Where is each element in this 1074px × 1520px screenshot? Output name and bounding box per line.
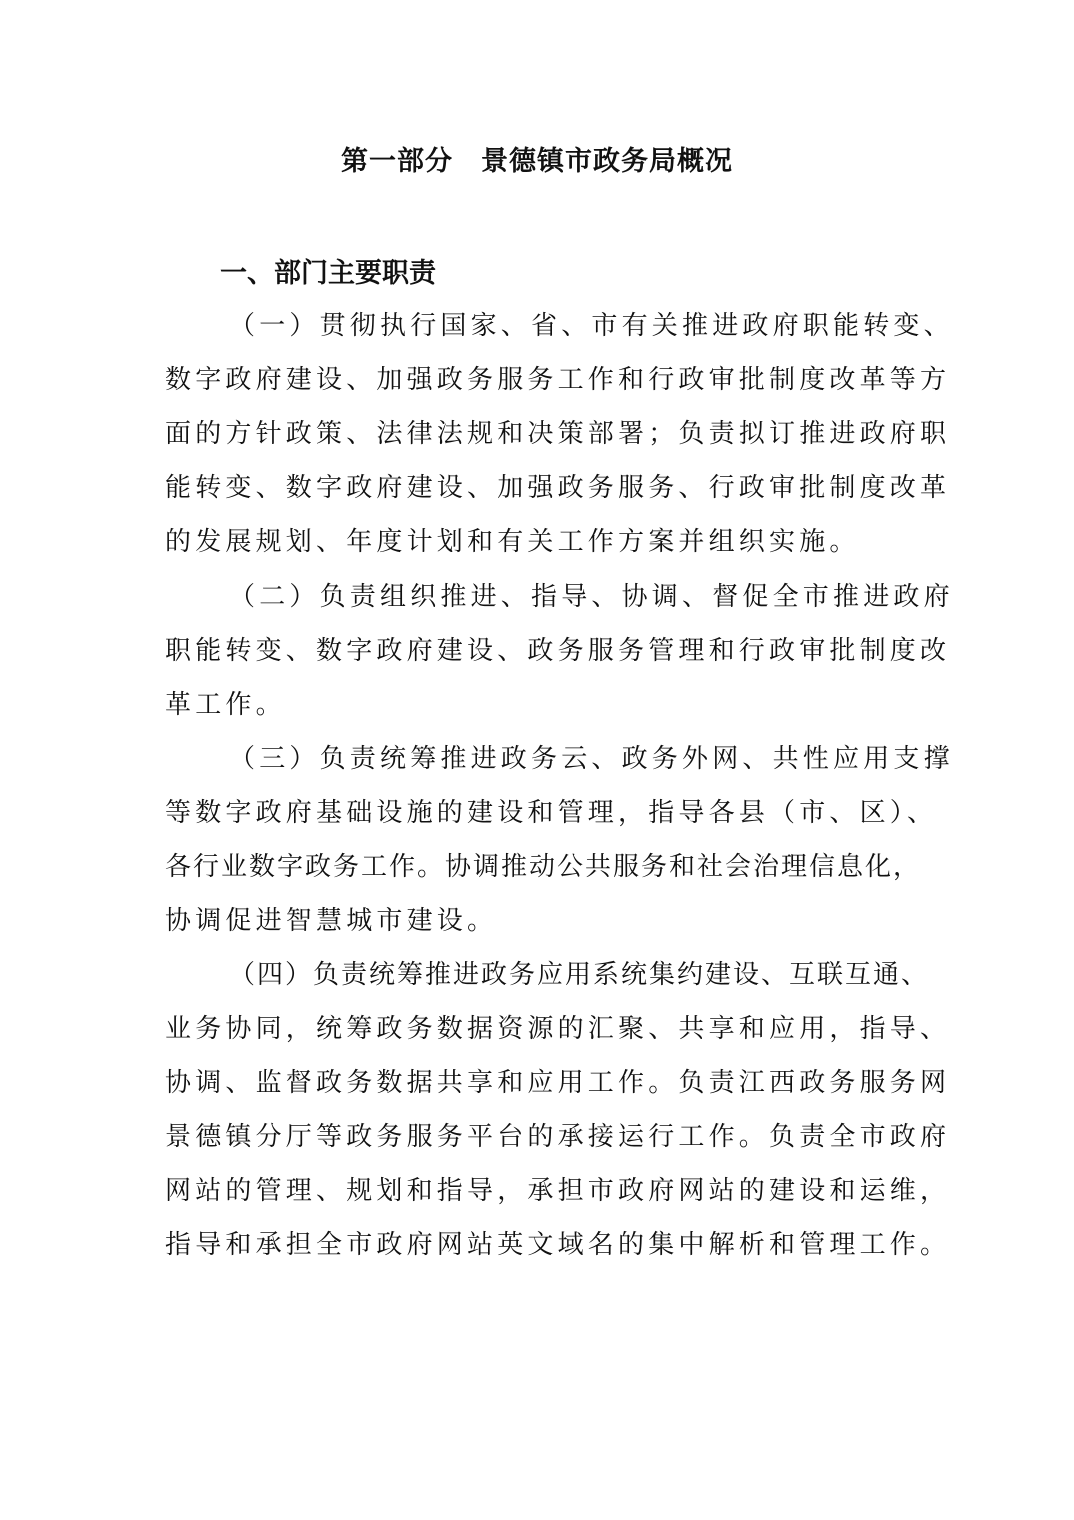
paragraph-line: 各行业数字政务工作。协调推动公共服务和社会治理信息化， — [165, 852, 922, 882]
paragraph-line: 的发展规划、年度计划和有关工作方案并组织实施。 — [165, 527, 860, 557]
paragraph-1 — [165, 299, 954, 569]
section-heading: 一、部门主要职责 — [220, 258, 436, 289]
paragraph-2 — [165, 570, 954, 732]
paragraph-line: 景德镇分厅等政务服务平台的承接运行工作。负责全市政府 — [165, 1122, 951, 1152]
paragraph-line: 能转变、数字政府建设、加强政务服务、行政审批制度改革 — [165, 473, 951, 503]
paragraph-line: 数字政府建设、加强政务服务工作和行政审批制度改革等方 — [165, 365, 951, 395]
paragraph-line: （一）贯彻执行国家、省、市有关推进政府职能转变、 — [229, 311, 954, 341]
paragraph-line: 指导和承担全市政府网站英文域名的集中解析和管理工作。 — [165, 1230, 951, 1260]
paragraph-3 — [165, 732, 954, 948]
paragraph-line: 面的方针政策、法律法规和决策部署；负责拟订推进政府职 — [165, 419, 951, 449]
paragraph-line: 业务协同，统筹政务数据资源的汇聚、共享和应用，指导、 — [165, 1014, 951, 1044]
paragraph-4 — [165, 948, 951, 1272]
paragraph-line: 等数字政府基础设施的建设和管理，指导各县（市、区）、 — [165, 798, 938, 828]
paragraph-line: （二）负责组织推进、指导、协调、督促全市推进政府 — [229, 582, 954, 612]
paragraph-line: （三）负责统筹推进政务云、政务外网、共性应用支撑 — [229, 744, 954, 774]
paragraph-line: 协调、监督政务数据共享和应用工作。负责江西政务服务网 — [165, 1068, 951, 1098]
page-title: 第一部分 景德镇市政务局概况 — [341, 146, 733, 177]
paragraph-line: 网站的管理、规划和指导，承担市政府网站的建设和运维， — [165, 1176, 951, 1206]
paragraph-line: （四）负责统筹推进政务应用系统集约建设、互联互通、 — [229, 960, 930, 990]
paragraph-line: 革工作。 — [165, 690, 286, 720]
paragraph-line: 协调促进智慧城市建设。 — [165, 906, 498, 936]
paragraph-line: 职能转变、数字政府建设、政务服务管理和行政审批制度改 — [165, 636, 951, 666]
